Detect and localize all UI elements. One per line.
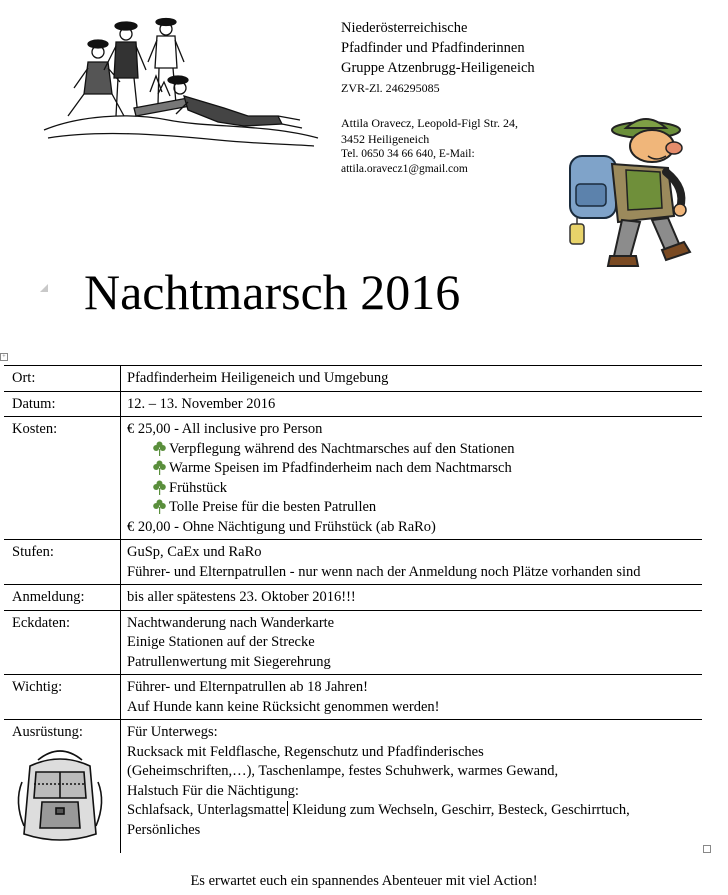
org-line: Gruppe Atzenbrugg-Heiligeneich: [341, 60, 535, 76]
contact-line: Attila Oravecz, Leopold-Figl Str. 24,: [341, 116, 518, 130]
list-item: [127, 498, 702, 518]
contact-line: Tel. 0650 34 66 640, E-Mail:: [341, 148, 475, 160]
included-items-list: [127, 440, 702, 518]
table-row-wichtig: [4, 675, 702, 720]
table-row-ort: [4, 366, 702, 392]
org-line: Niederösterreichische: [341, 20, 468, 36]
row-value: Pfadfinderheim Heiligeneich und Umgebung: [121, 366, 703, 392]
clover-icon: [153, 460, 166, 475]
value-line: Patrullenwertung mit Siegerehrung: [127, 653, 331, 670]
contact-block: [341, 115, 535, 177]
value-line: Führer- und Elternpatrullen - nur wenn nach der Anmeldung noch Plätze vorhanden sind: [127, 563, 641, 580]
list-item-text: Frühstück: [169, 479, 227, 496]
event-info-table: [4, 365, 702, 853]
row-value: [121, 675, 703, 720]
list-item: [127, 440, 702, 460]
row-label: Stufen:: [4, 540, 121, 585]
value-line: Rucksack mit Feldflasche, Regenschutz und Pfadfinderisches: [127, 743, 484, 760]
row-value: bis aller spätestens 23. Oktober 2016!!!: [121, 585, 703, 611]
table-row-anmeldung: [4, 585, 702, 611]
backpack-illustration: [12, 742, 108, 846]
list-item-text: Tolle Preise für die besten Patrullen: [169, 499, 377, 515]
list-item-text: Warme Speisen im Pfadfinderheim nach dem Nachtmarsch: [169, 460, 512, 476]
row-label: Kosten:: [4, 417, 121, 540]
list-item-text: Verpflegung während des Nachtmarsches auf den Stationen: [169, 440, 515, 457]
table-move-handle[interactable]: +: [0, 353, 8, 361]
contact-email: attila.oravecz1@gmail.com: [341, 163, 468, 175]
org-line: Pfadfinder und Pfadfinderinnen: [341, 40, 525, 56]
footer-text: Es erwartet euch ein spannendes Abenteuer mit viel Action!: [190, 873, 538, 889]
paragraph-marker: [40, 284, 48, 292]
row-value: 12. – 13. November 2016: [121, 391, 703, 417]
hiker-illustration: [556, 112, 706, 272]
value-line: Für Unterwegs:: [127, 724, 218, 740]
text-cursor: [287, 801, 288, 816]
clover-icon: [153, 480, 166, 495]
value-line: (Geheimschriften,…), Taschenlampe, festes Schuhwerk, warmes Gewand,: [127, 763, 559, 779]
contact-line: 3452 Heiligeneich: [341, 132, 430, 146]
table-row-eckdaten: [4, 610, 702, 675]
value-line: Halstuch Für die Nächtigung:: [127, 782, 299, 799]
table-row-datum: [4, 391, 702, 417]
price-reduced: € 20,00 - Ohne Nächtigung und Frühstück (ab RaRo): [127, 518, 436, 535]
row-value: [121, 540, 703, 585]
table-row-ausruestung: [4, 720, 702, 854]
text-before-cursor: Schlafsack, Unterlagsmatte: [127, 802, 286, 818]
value-line: Auf Hunde kann keine Rücksicht genommen werden!: [127, 698, 440, 715]
row-label: Datum:: [4, 391, 121, 417]
clover-icon: [153, 441, 166, 456]
table-row-stufen: [4, 540, 702, 585]
organization-header: [341, 18, 535, 177]
scouts-illustration: [38, 12, 322, 152]
value-line: Persönliches: [127, 821, 201, 838]
value-line: Nachtwanderung nach Wanderkarte: [127, 614, 335, 631]
page-title: Nachtmarsch 2016: [84, 264, 461, 320]
price-full: € 25,00 - All inclusive pro Person: [127, 421, 323, 437]
value-line: Führer- und Elternpatrullen ab 18 Jahren!: [127, 679, 368, 695]
row-label: Anmeldung:: [4, 585, 121, 611]
table-resize-handle[interactable]: [703, 845, 711, 853]
row-label: Ort:: [4, 366, 121, 392]
value-line: Einige Stationen auf der Strecke: [127, 634, 315, 650]
row-value: [121, 417, 703, 540]
text-after-cursor: Kleidung zum Wechseln, Geschirr, Besteck, Geschirrtuch,: [288, 802, 630, 818]
registration-number: ZVR-Zl. 246295085: [341, 81, 440, 95]
row-label: Eckdaten:: [4, 610, 121, 675]
clover-icon: [153, 499, 166, 514]
row-label: Wichtig:: [4, 675, 121, 720]
value-line: GuSp, CaEx und RaRo: [127, 544, 262, 560]
list-item: [127, 459, 702, 479]
row-label: Ausrüstung:: [4, 720, 121, 854]
value-line: [127, 801, 702, 821]
row-value[interactable]: [121, 720, 703, 854]
row-value: [121, 610, 703, 675]
table-row-kosten: [4, 417, 702, 540]
list-item: [127, 479, 702, 499]
